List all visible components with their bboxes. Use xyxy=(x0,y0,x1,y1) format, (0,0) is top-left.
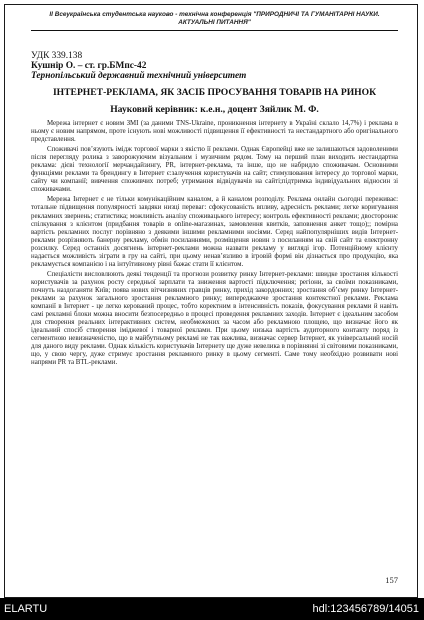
conference-header xyxy=(31,11,398,31)
paragraph-4: Спеціалісти висловлюють деякі тенденції та прогнози розвитку ринку Інтернет-реклами: швидке зростання кількості користувачів за рахунок росту середньої зарплати та зниження вартості підключення; регіони, за своїми показниками, почнуть наздоганяти Київ; поява нових вітчизняних гравців ринку, прихід закордонних; зростання об’єму ринку Інтернет-реклами за рахунок загального зростання рекламного ринку; випереджаюче зростання контекстної реклами. Реклама компанії в Інтернет - це легко керований процес, тобто коректним в інтенсивність показів, фокусування реклами й навіть самі рекламні блоки можна вносити безпосередньо в процесі проведення рекламних заходів. Інтернет є ідеальним засобом для створення реальних інтерактивних систем, необмежених за часом або рекламною площею, що визначає його як ідеальний спосіб створення іміджевої і товарної реклами. При цьому низька вартість аудиторного контакту поряд із сегментною невизначеністю, що в майбутньому рекламі не так важлива, визначає сервер Інтернет, як універсальний носій для даного виду реклами. Однак кількість користувачів Інтернету ще дуже невелика в порівнянні зі світовими показниками, що, у свою чергу, дуже стримує зростання рекламного ринку в цьому сегменті. Саме тому необхідно розвивати нові напрями PR та BTL-реклами. xyxy=(31,270,398,367)
paragraph-1: Мережа інтернет є новим ЗМІ (за даними TNS-Ukraine, проникнення інтернету в Україні склало 14,7%) і реклама в ньому є новим напрямом, проте існують нові можливості підвищення її ефективності та нестандартного або оригінального представлення. xyxy=(31,120,398,144)
supervisor-line: Науковий керівник: к.е.н., доцент Зяйлик М. Ф. xyxy=(110,104,319,115)
author-line: Кушнір О. – ст. гр.БМпс-42 xyxy=(31,61,147,71)
paragraph-2: Споживачі пов’язують імідж торгової марки з якістю її реклами. Однак Європейці вже не залишаються задоволеними після перегляду ролика з заворожуючим візуальним і музичним рядом. Тому на перший план виходить нестандартна реклама: дієві технології мерчандайзингу, PR, інтернет-реклама, та інше, що не набридло споживачам. Основними функціями реклами та брендингу в Інтернет є:залучення користувачів на сайт; стимулювання інтересу до торгової марки, сайту чи компанії; вивчення споживчих потреб; утримання відвідувачів на сайті;підтримка індивідуальних відносин зі споживачами. xyxy=(31,146,398,194)
footer-handle: hdl:123456789/14051 xyxy=(312,603,419,615)
paper-page xyxy=(31,11,398,596)
conference-header-line1: II Всеукраїнська студентська науково - технічна конференція "ПРИРОДНИЧІ ТА ГУМАНІТАРНІ НАУКИ. xyxy=(49,11,380,18)
affiliation: Тернопільський державний технічний університет xyxy=(31,71,247,81)
footer-repository-name: ELARTU xyxy=(4,603,48,615)
paper-title: ІНТЕРНЕТ-РЕКЛАМА, ЯК ЗАСІБ ПРОСУВАННЯ ТОВАРІВ НА РИНОК xyxy=(52,87,377,98)
page-frame xyxy=(4,4,418,598)
body-text xyxy=(31,120,398,367)
paragraph-3: Мережа Інтернет є не тільки комунікаційним каналом, а й каналом розподілу. Реклама онлайн сьогодні переживає: тотальне підвищення популярності завдяки низці переваг: сфокусованість впливу, адресність реклами; легке коригування рекламних звернень; статистика; можливість аналізу споживацького інтересу; контроль ефективності реклами; двостороннє спілкування з клієнтом (придбання товарів в online-магазинах, замовлення квитків, заповнення анкет тощо);; помірна вартість рекламних послуг порівняно з деякими іншими рекламними носіями. Серед найпопулярніших видів Інтернет-реклами розрізняють банерну рекламу, обмін посиланнями, розміщення новин з посиланням на свій сайт та електронну розсилку. Серед останніх досягнень інтернет-реклами можна назвати рекламу у вигляді ігор. Потенційному клієнту надається можливість зіграти в гру на сайті, при цьому ненав’язливо в ігровій формі він дізнається про продукцію, яка рекламується компанією і на інтуїтивному рівні бажає стати її клієнтом. xyxy=(31,196,398,268)
page-number: 157 xyxy=(385,575,398,585)
conference-header-line2: АКТУАЛЬНІ ПИТАННЯ" xyxy=(178,19,251,26)
udk-code: УДК 339.138 xyxy=(31,51,83,61)
footer-bar xyxy=(0,598,424,620)
